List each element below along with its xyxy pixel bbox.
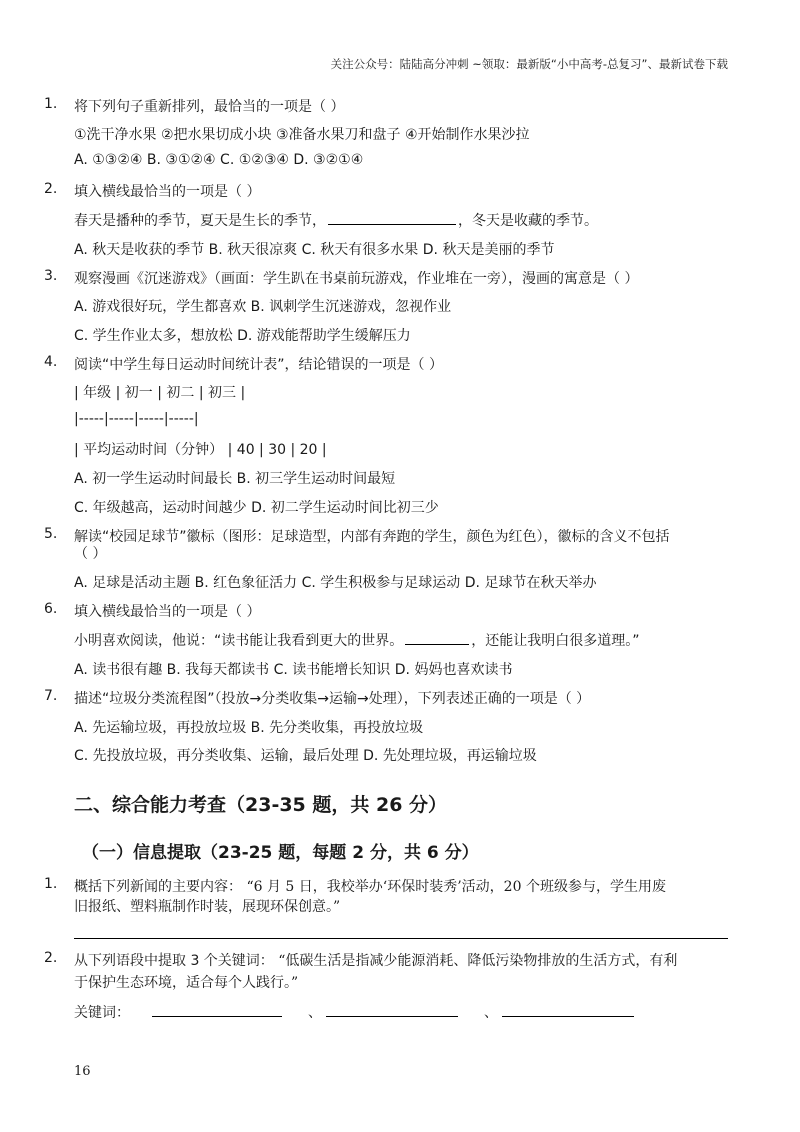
page-header: 关注公众号：陆陆高分冲刺 ~领取：最新版“小中高考-总复习”、最新试卷下载	[330, 57, 728, 71]
section-title: 二、综合能力考查（23-35 题，共 26 分）	[74, 794, 448, 816]
answer-options: C. 学生作业太多，想放松 D. 游戏能帮助学生缓解压力	[74, 328, 411, 344]
question-stem: 描述“垃圾分类流程图”（投放→分类收集→运输→处理），下列表述正确的一项是（ ）	[74, 691, 591, 707]
question-stem: 将下列句子重新排列，最恰当的一项是（ ）	[74, 99, 345, 115]
answer-options: A. 先运输垃圾，再投放垃圾 B. 先分类收集，再投放垃圾	[74, 720, 424, 736]
answer-options: C. 年级越高，运动时间越少 D. 初二学生运动时间比初三少	[74, 500, 439, 516]
answer-options: A. 初一学生运动时间最长 B. 初三学生运动时间最短	[74, 471, 396, 487]
question-sentence: 春天是播种的季节，夏天是生长的季节， ，冬天是收藏的季节。	[74, 210, 598, 230]
question-stem-continued: （ ）	[74, 546, 107, 562]
question-quote: 于保护生态环境，适合每个人践行。”	[74, 975, 299, 991]
question-sentence: 小明喜欢阅读，他说：“读书能让我看到更大的世界。 ，还能让我明白很多道理。”	[74, 630, 640, 650]
question-number: 2.	[44, 950, 58, 966]
question-items: ①洗干净水果 ②把水果切成小块 ③准备水果刀和盘子 ④开始制作水果沙拉	[74, 127, 530, 143]
table-row: | 年级 | 初一 | 初二 | 初三 |	[74, 385, 246, 401]
question-stem: 观察漫画《沉迷游戏》（画面：学生趴在书桌前玩游戏，作业堆在一旁），漫画的寓意是（ ）	[74, 271, 639, 287]
question-number: 3.	[44, 268, 58, 284]
question-stem: 概括下列新闻的主要内容： “6 月 5 日，我校举办‘环保时装秀’活动，20 个班级参与，学生用废	[74, 879, 666, 895]
question-stem: 解读“校园足球节”徽标（图形：足球造型，内部有奔跑的学生，颜色为红色），徽标的含义不包括	[74, 529, 670, 545]
question-stem: 阅读“中学生每日运动时间统计表”，结论错误的一项是（ ）	[74, 357, 443, 373]
question-number: 1.	[44, 876, 58, 892]
answer-options: C. 先投放垃圾，再分类收集、运输，最后处理 D. 先处理垃圾，再运输垃圾	[74, 748, 537, 764]
question-number: 1.	[44, 96, 58, 112]
question-stem: 填入横线最恰当的一项是（ ）	[74, 604, 261, 620]
keyword-row: 关键词： 、 、	[74, 1002, 636, 1022]
question-number: 7.	[44, 688, 58, 704]
answer-options: A. 读书很有趣 B. 我每天都读书 C. 读书能增长知识 D. 妈妈也喜欢读书	[74, 662, 513, 678]
answer-line[interactable]	[74, 938, 728, 939]
answer-options: A. 秋天是收获的季节 B. 秋天很凉爽 C. 秋天有很多水果 D. 秋天是美丽的季节	[74, 242, 555, 258]
question-quote: 旧报纸、塑料瓶制作时装，展现环保创意。”	[74, 899, 341, 915]
answer-options: A. ①③②④ B. ③①②④ C. ①②③④ D. ③②①④	[74, 152, 364, 168]
question-number: 6.	[44, 601, 58, 617]
page-number: 16	[74, 1064, 91, 1079]
question-stem: 从下列语段中提取 3 个关键词： “低碳生活是指减少能源消耗、降低污染物排放的生活方式，有利	[74, 953, 678, 969]
fill-in-blank[interactable]	[328, 210, 456, 225]
question-number: 5.	[44, 526, 58, 542]
table-row: |-----|-----|-----|-----|	[74, 411, 199, 427]
subsection-title: （一）信息提取（23-25 题，每题 2 分，共 6 分）	[82, 843, 479, 863]
keyword-blank-1[interactable]	[152, 1002, 282, 1017]
question-number: 4.	[44, 354, 58, 370]
keyword-blank-2[interactable]	[326, 1002, 458, 1017]
answer-options: A. 游戏很好玩，学生都喜欢 B. 讽刺学生沉迷游戏，忽视作业	[74, 299, 452, 315]
keyword-label: 关键词：	[74, 1005, 130, 1021]
keyword-blank-3[interactable]	[502, 1002, 634, 1017]
question-stem: 填入横线最恰当的一项是（ ）	[74, 184, 261, 200]
answer-options: A. 足球是活动主题 B. 红色象征活力 C. 学生积极参与足球运动 D. 足球节在秋天举办	[74, 575, 597, 591]
fill-in-blank[interactable]	[405, 630, 469, 645]
question-number: 2.	[44, 181, 58, 197]
table-row: | 平均运动时间（分钟） | 40 | 30 | 20 |	[74, 442, 327, 458]
